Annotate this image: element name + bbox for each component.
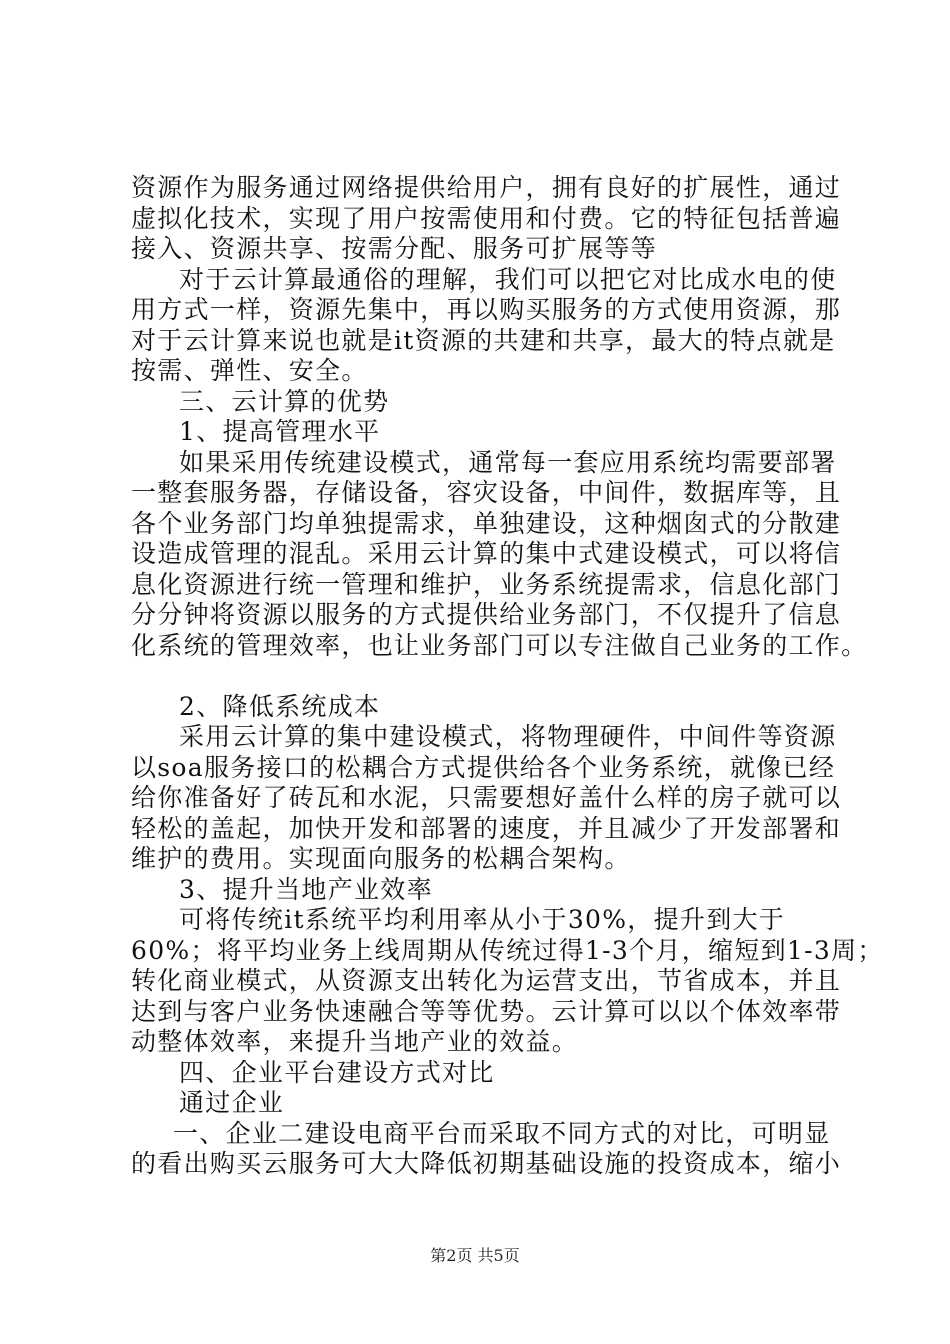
document-body [131, 173, 884, 1180]
text-line: 接入、资源共享、按需分配、服务可扩展等等 [131, 234, 658, 263]
text-line: 给你准备好了砖瓦和水泥，只需要想好盖什么样的房子就可以 [131, 783, 842, 812]
text-line: 60%；将平均业务上线周期从传统过得1-3个月，缩短到1-3周； [131, 935, 884, 965]
text-line: 设造成管理的混乱。采用云计算的集中式建设模式，可以将信 [131, 539, 842, 568]
text-line: 用方式一样，资源先集中，再以购买服务的方式使用资源，那 [131, 295, 842, 324]
text-line: 通过企业 [179, 1088, 285, 1117]
text-line: 按需、弹性、安全。 [131, 356, 368, 385]
section-heading: 三、云计算的优势 [179, 386, 390, 416]
text-line: 轻松的盖起，加快开发和部署的速度，并且减少了开发部署和 [131, 813, 842, 843]
text-line: 维护的费用。实现面向服务的松耦合架构。 [131, 844, 631, 873]
text-line: 各个业务部门均单独提需求，单独建设，这种烟囱式的分散建 [131, 508, 842, 538]
section-heading: 四、企业平台建设方式对比 [179, 1057, 495, 1087]
text-line: 息化资源进行统一管理和维护，业务系统提需求，信息化部门 [131, 569, 842, 599]
text-line: 一、企业二建设电商平台而采取不同方式的对比，可明显 [173, 1118, 831, 1148]
text-line: 化系统的管理效率，也让业务部门可以专注做自己业务的工作。 [131, 630, 868, 660]
blank-line [131, 661, 851, 692]
text-line: 达到与客户业务快速融合等等优势。云计算可以以个体效率带 [131, 996, 842, 1026]
text-line: 资源作为服务通过网络提供给用户，拥有良好的扩展性，通过 [131, 173, 842, 202]
text-line: 可将传统it系统平均利用率从小于30%，提升到大于 [179, 905, 786, 934]
text-line: 的看出购买云服务可大大降低初期基础设施的投资成本，缩小 [131, 1149, 842, 1178]
text-line: 如果采用传统建设模式，通常每一套应用系统均需要部署 [179, 447, 837, 477]
page-number: 第2页 共5页 [430, 1246, 520, 1265]
text-line: 以soa服务接口的松耦合方式提供给各个业务系统，就像已经 [131, 752, 836, 782]
subsection-heading: 1、提高管理水平 [179, 417, 381, 446]
text-line: 动整体效率，来提升当地产业的效益。 [131, 1027, 579, 1056]
subsection-heading: 2、降低系统成本 [179, 691, 381, 721]
subsection-heading: 3、提升当地产业效率 [179, 874, 433, 904]
text-line: 分分钟将资源以服务的方式提供给业务部门，不仅提升了信息 [131, 600, 842, 629]
text-line: 对于云计算最通俗的理解，我们可以把它对比成水电的使 [179, 264, 837, 294]
text-line: 转化商业模式，从资源支出转化为运营支出，节省成本，并且 [131, 966, 842, 995]
text-line: 对于云计算来说也就是it资源的共建和共享，最大的特点就是 [131, 325, 836, 355]
text-line: 虚拟化技术，实现了用户按需使用和付费。它的特征包括普遍 [131, 203, 842, 233]
text-line: 一整套服务器，存储设备，容灾设备，中间件，数据库等，且 [131, 478, 842, 507]
text-line: 采用云计算的集中建设模式，将物理硬件，中间件等资源 [179, 722, 837, 751]
